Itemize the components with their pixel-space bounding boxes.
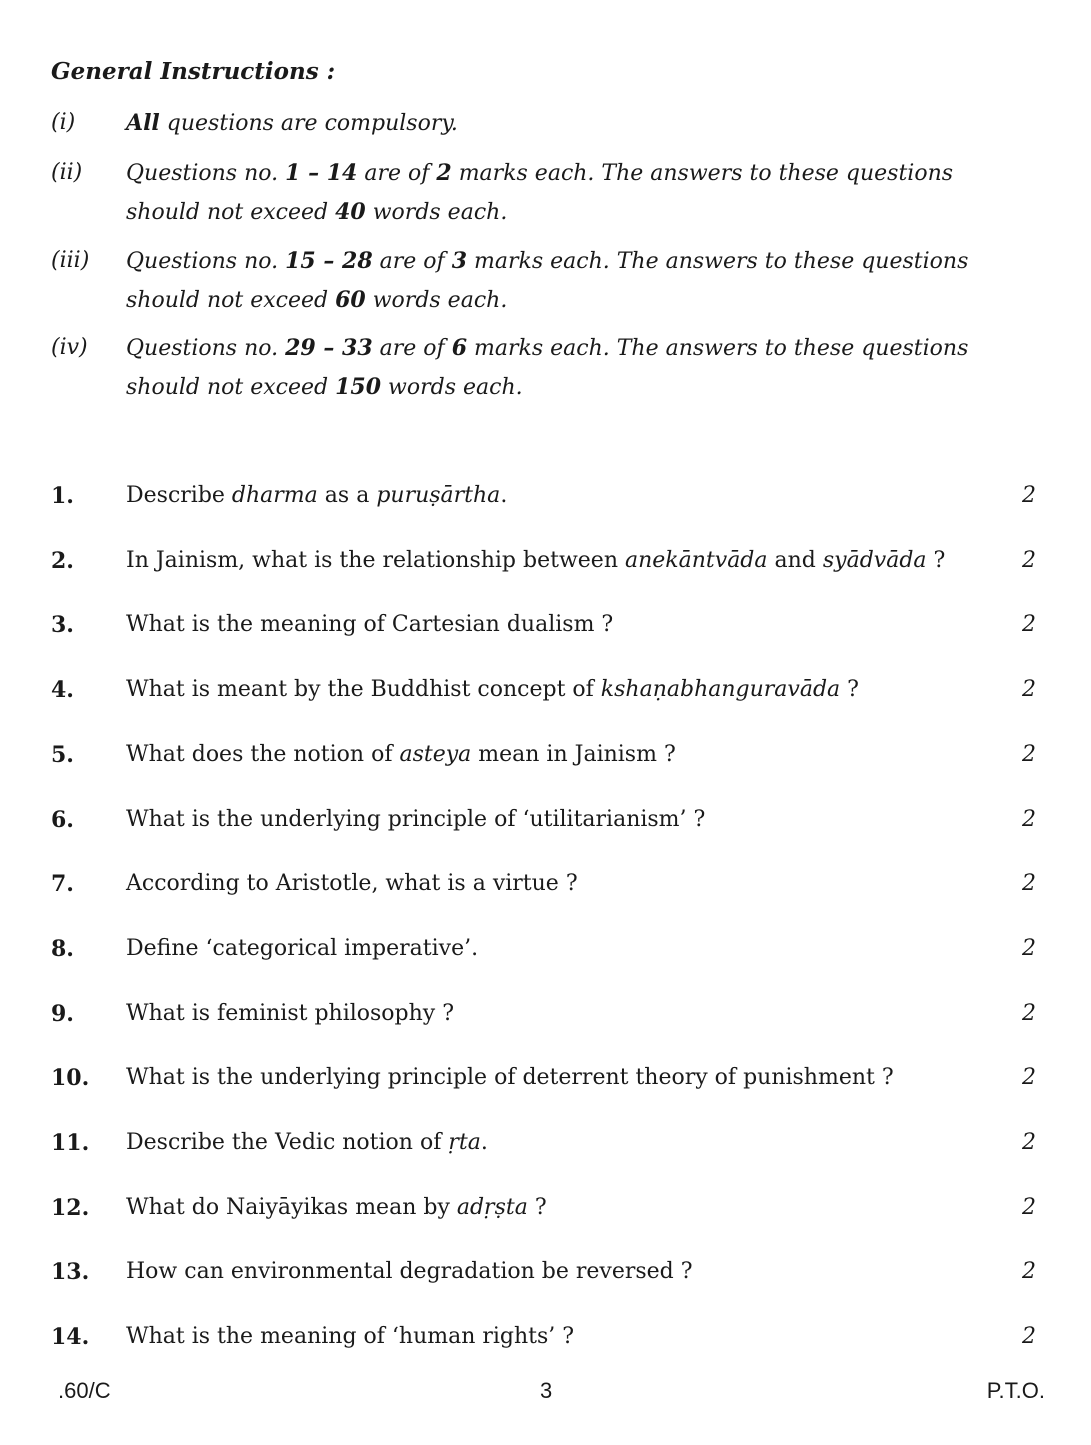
- text-run: What is the meaning of ‘human rights’ ?: [126, 1324, 575, 1350]
- instruction-number: (ii): [51, 160, 83, 185]
- question-number: 10.: [51, 1065, 90, 1092]
- question-item: [51, 1253, 1036, 1291]
- question-marks: 2: [1022, 1130, 1036, 1155]
- italic-term: ṛta: [448, 1130, 481, 1155]
- question-marks: 2: [1022, 547, 1036, 573]
- question-item: [51, 477, 1036, 515]
- text-run: marks each. The answers to these questions should not exceed: [126, 161, 954, 225]
- text-run: Define ‘categorical imperative’.: [126, 935, 479, 961]
- question-marks: 2: [1022, 741, 1036, 767]
- text-run: What is meant by the Buddhist concept of: [126, 677, 601, 703]
- question-text: [126, 801, 705, 839]
- italic-term: puruṣārtha: [376, 483, 501, 508]
- question-text: [126, 606, 613, 644]
- text-run: ?: [926, 547, 946, 573]
- question-marks: 2: [1022, 1194, 1036, 1220]
- question-text: [126, 1059, 894, 1097]
- bold-text: 6: [451, 335, 468, 361]
- bold-text: 2: [436, 160, 452, 186]
- question-item: [51, 671, 1036, 709]
- question-number: 7.: [51, 871, 74, 898]
- question-item: [51, 801, 1036, 839]
- instruction-item: [51, 242, 1011, 320]
- text-run: words each.: [365, 200, 508, 225]
- text-run: marks each. The answers to these questions should not exceed: [126, 336, 969, 400]
- instruction-item: [51, 329, 1011, 407]
- text-run: Describe the Vedic notion of: [126, 1130, 449, 1155]
- text-run: How can environmental degradation be reversed ?: [126, 1259, 693, 1285]
- instruction-text: [126, 104, 1011, 143]
- italic-term: adṛṣta: [456, 1194, 528, 1220]
- italic-term: dharma: [231, 483, 318, 508]
- text-run: and: [767, 547, 823, 573]
- question-number: 14.: [51, 1324, 90, 1351]
- text-run: Questions no.: [126, 336, 286, 361]
- question-item: [51, 1318, 1036, 1356]
- text-run: According to Aristotle, what is a virtue ?: [126, 871, 578, 897]
- instruction-number: (i): [51, 110, 76, 135]
- text-run: are of: [372, 249, 452, 274]
- question-text: [126, 477, 507, 515]
- question-marks: 2: [1022, 677, 1036, 703]
- question-text: [126, 995, 454, 1033]
- text-run: words each.: [381, 375, 523, 400]
- text-run: are of: [372, 336, 452, 361]
- question-number: 2.: [51, 547, 74, 574]
- instruction-number: (iii): [51, 248, 90, 273]
- footer-pto: P.T.O.: [986, 1378, 1045, 1403]
- text-run: words each.: [365, 288, 508, 313]
- question-text: [126, 865, 578, 903]
- question-item: [51, 1059, 1036, 1097]
- instruction-text: [126, 329, 1011, 407]
- italic-term: asteya: [399, 741, 472, 767]
- text-run: Questions no.: [126, 249, 286, 274]
- question-text: [126, 1124, 488, 1162]
- question-marks: 2: [1022, 935, 1036, 961]
- text-run: ?: [527, 1194, 547, 1220]
- text-run: mean in Jainism ?: [471, 741, 676, 767]
- footer-code: .60/C: [58, 1378, 111, 1403]
- question-item: [51, 542, 1036, 580]
- text-run: .: [500, 483, 508, 508]
- instruction-item: [51, 104, 1011, 143]
- question-text: [126, 542, 945, 580]
- bold-text: 150: [335, 374, 382, 400]
- bold-text: 3: [451, 248, 468, 274]
- question-marks: 2: [1022, 871, 1036, 897]
- question-number: 6.: [51, 806, 74, 833]
- instruction-item: [51, 154, 1011, 232]
- question-marks: 2: [1022, 1324, 1036, 1350]
- question-marks: 2: [1022, 1000, 1036, 1026]
- question-text: [126, 671, 859, 709]
- question-marks: 2: [1022, 1259, 1036, 1285]
- text-run: What is the underlying principle of deterrent theory of punishment ?: [126, 1065, 894, 1091]
- question-text: [126, 736, 676, 774]
- bold-text: 40: [335, 199, 366, 225]
- bold-text: 29 – 33: [285, 335, 373, 361]
- text-run: marks each. The answers to these questions should not exceed: [126, 249, 969, 313]
- question-number: 13.: [51, 1259, 90, 1286]
- question-marks: 2: [1022, 1065, 1036, 1091]
- question-number: 11.: [51, 1130, 90, 1156]
- question-item: [51, 1124, 1036, 1162]
- text-run: What does the notion of: [126, 741, 400, 767]
- text-run: What is the underlying principle of ‘utilitarianism’ ?: [126, 806, 706, 832]
- text-run: are of: [357, 161, 437, 186]
- question-marks: 2: [1022, 483, 1036, 508]
- text-run: Questions no.: [126, 161, 286, 186]
- text-run: questions are compulsory.: [159, 111, 458, 136]
- question-text: [126, 1253, 693, 1291]
- italic-term: syādvāda: [822, 547, 927, 573]
- text-run: What do Naiyāyikas mean by: [126, 1194, 457, 1220]
- instruction-text: [126, 154, 1011, 232]
- bold-text: 15 – 28: [285, 248, 373, 274]
- question-text: [126, 930, 478, 968]
- italic-term: anekāntvāda: [625, 547, 768, 573]
- question-number: 9.: [51, 1000, 74, 1027]
- bold-text: 1 – 14: [285, 160, 358, 186]
- text-run: .: [480, 1130, 488, 1155]
- instruction-text: [126, 242, 1011, 320]
- question-number: 12.: [51, 1194, 90, 1221]
- text-run: ?: [840, 677, 859, 703]
- question-item: [51, 930, 1036, 968]
- italic-term: kshaṇabhanguravāda: [600, 677, 841, 703]
- question-item: [51, 995, 1036, 1033]
- text-run: What is the meaning of Cartesian dualism ?: [126, 612, 614, 638]
- question-marks: 2: [1022, 806, 1036, 832]
- question-number: 5.: [51, 741, 74, 768]
- question-item: [51, 865, 1036, 903]
- bold-text: 60: [335, 287, 366, 313]
- text-run: as a: [317, 483, 377, 508]
- question-number: 3.: [51, 612, 74, 639]
- instructions-title: General Instructions :: [51, 58, 336, 85]
- instruction-number: (iv): [51, 335, 88, 360]
- question-number: 4.: [51, 677, 74, 704]
- bold-text: All: [126, 110, 160, 136]
- text-run: What is feminist philosophy ?: [126, 1000, 455, 1026]
- question-text: [126, 1318, 574, 1356]
- question-text: [126, 1189, 547, 1227]
- question-number: 1.: [51, 483, 74, 509]
- text-run: In Jainism, what is the relationship between: [126, 547, 625, 573]
- footer-page-number: 3: [540, 1378, 553, 1403]
- question-marks: 2: [1022, 612, 1036, 638]
- question-item: [51, 736, 1036, 774]
- question-item: [51, 606, 1036, 644]
- question-number: 8.: [51, 935, 74, 962]
- text-run: Describe: [126, 483, 232, 508]
- question-item: [51, 1189, 1036, 1227]
